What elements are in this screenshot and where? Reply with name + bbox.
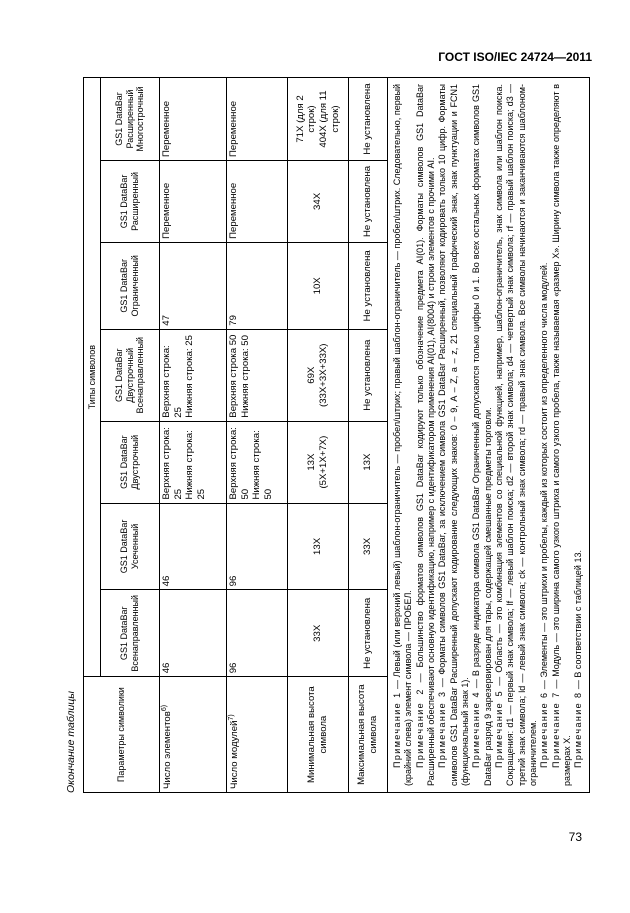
- cell: Переменное: [227, 78, 288, 161]
- table-row: [288, 78, 349, 793]
- cell: Не установлена: [349, 329, 388, 421]
- cell: 13X: [288, 503, 349, 590]
- cell: Верхняя строка: 50 Нижняя строка: 50: [227, 421, 288, 503]
- table-row: [160, 78, 227, 793]
- note: Примечание 2 — Большинство форматов символов GS1 DataBar кодируют только обозначение предмета AI(01). Форматы символов GS1 DataBar Расширенный обеспечивают основную идентификацию, например с идентификатором применения AI(01), AI(8004) и строки элементов с прочими AI.: [414, 84, 436, 786]
- symbology-table: [83, 77, 590, 793]
- note: Примечание 7 — Модуль — это ширина самого узкого штриха и самого узкого пробела, также называемая «размер X». Ширину символа также определяют в размерах X.: [550, 84, 572, 786]
- cell: Переменное: [227, 160, 288, 242]
- page-number: 73: [568, 830, 582, 844]
- cell: Не установлена: [349, 242, 388, 329]
- document-code: ГОСТ ISO/IEC 24724—2011: [438, 50, 592, 64]
- table-caption: Окончание таблицы: [65, 690, 77, 793]
- note: Примечание 8 — В соответствии с таблицей 13.: [573, 550, 584, 768]
- table-row: [349, 78, 388, 793]
- col-header: GS1 DataBar Расширенный Многострочный: [101, 78, 160, 161]
- cell: 96: [227, 503, 288, 590]
- note: Примечание 6 — Элементы — это штрихи и пробелы, каждый из которых состоит из определенного числа модулей.: [539, 262, 550, 768]
- cell: Переменное: [160, 160, 227, 242]
- cell: Не установлена: [349, 78, 388, 161]
- cell: 46: [160, 503, 227, 590]
- row-param: Максимальная высота символа: [349, 677, 388, 793]
- cell: 79: [227, 242, 288, 329]
- col-header: GS1 DataBar Расширенный: [101, 160, 160, 242]
- cell: 34X: [288, 160, 349, 242]
- col-header: GS1 DataBar Всенаправленный: [101, 590, 160, 677]
- row-param: Число модулей$^{7)}$: [227, 677, 288, 793]
- cell: 33X: [288, 590, 349, 677]
- cell: 10X: [288, 242, 349, 329]
- table-row: [227, 78, 288, 793]
- cell: 47: [160, 242, 227, 329]
- cell: 69X (33X+3X+33X): [288, 329, 349, 421]
- col-header: GS1 DataBar Усеченный: [101, 503, 160, 590]
- types-header: Типы символов: [84, 78, 101, 677]
- cell: 71X (для 2 строк) 404X (для 11 строк): [288, 78, 349, 161]
- col-header: GS1 DataBar Двустрочный: [101, 421, 160, 503]
- cell: Переменное: [160, 78, 227, 161]
- note: Примечание 4 — В разряде индикатора символа GS1 DataBar Ограниченный допускаются только цифры 0 и 1. Во всех остальных форматах символов GS1 DataBar разряд 9 зарезервирован для тары, содержащей смешанные предметы торговли.: [471, 84, 493, 786]
- cell: 13X: [349, 421, 388, 503]
- row-param: Минимальная высота символа: [288, 677, 349, 793]
- cell: Верхняя строка 50 Нижняя строка: 50: [227, 329, 288, 421]
- cell: Не установлена: [349, 160, 388, 242]
- cell: Не установлена: [349, 590, 388, 677]
- cell: 46: [160, 590, 227, 677]
- cell: 33X: [349, 503, 388, 590]
- cell: 13X (5X+1X+7X): [288, 421, 349, 503]
- rotated-table-page: [65, 77, 590, 793]
- cell: Верхняя строка: 25 Нижняя строка: 25: [160, 329, 227, 421]
- note: Примечание 1 — Левый (или верхний левый) шаблон-ограничитель — пробел/штрих; правый шаблон-ограничитель — пробел/штрих. Следовательно, первый (крайний слева) элемент символа — ПРОБЕЛ.: [392, 84, 414, 786]
- param-header: Параметры символики: [84, 677, 160, 793]
- cell: Верхняя строка: 25 Нижняя строка: 25: [160, 421, 227, 503]
- col-header: GS1 DataBar Двустрочный Всенаправленный: [101, 329, 160, 421]
- table-notes: [388, 78, 590, 793]
- cell: 96: [227, 590, 288, 677]
- note: Примечание 3 — Форматы символов GS1 DataBar, за исключением символа GS1 DataBar Расширенный, позволяют кодировать только 10 цифр. Форматы символов GS1 DataBar Расширенный допускают кодирование следующих знаков: 0 – 9, A – Z, a – z, 21 специальный графический знак, знак пунктуации и FCN1 (функциональный знак 1).: [437, 84, 470, 786]
- row-param: Число элементов$^{6)}$: [160, 677, 227, 793]
- col-header: GS1 DataBar Ограниченный: [101, 242, 160, 329]
- note: Примечание 5 — Область — это комбинация элементов со специальной функцией, например, шаблон-ограничитель, знак символа или шаблон поиска. Сокращения: d1 — первый знак символа; lf — левый шаблон поиска; d2 — второй знак символа; d4 — четвертый знак символа; rf — правый шаблон поиска; d3 — третий знак символа; ld — левый знак символа; ck — контрольный знак символа; rd — правый знак символа. Все символы начинаются и заканчиваются шаблоном-ограничителем.: [493, 84, 538, 786]
